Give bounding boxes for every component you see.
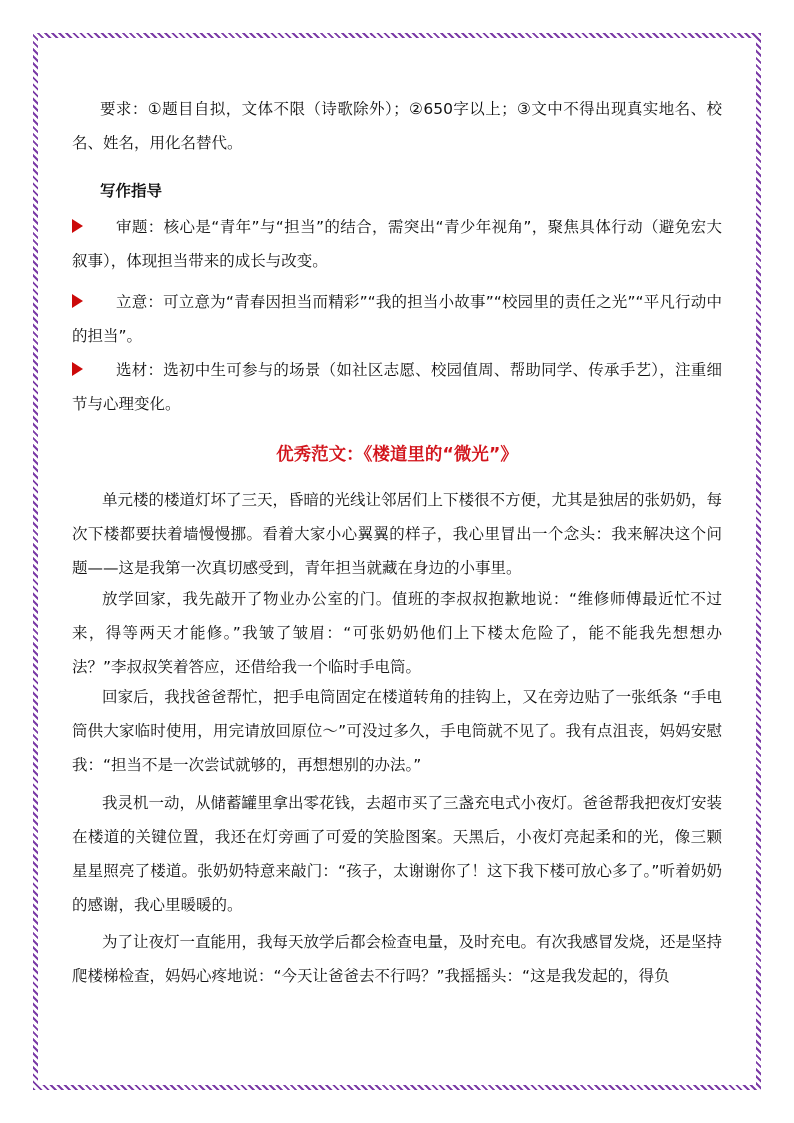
guide-heading: 写作指导 bbox=[100, 182, 163, 200]
essay-paragraph: 我灵机一动，从储蓄罐里拿出零花钱，去超市买了三盏充电式小夜灯。爸爸帮我把夜灯安装在楼道的关键位置，我还在灯旁画了可爱的笑脸图案。天黑后，小夜灯亮起柔和的光，像三颗星星照亮了楼道。张奶奶特意来敲门：“孩子，太谢谢你了！这下我下楼可放心多了。”听着奶奶的感谢，我心里暖暖的。 bbox=[72, 794, 723, 914]
triangle-bullet-icon bbox=[72, 362, 83, 376]
triangle-bullet-icon bbox=[72, 219, 83, 233]
essay-paragraph: 单元楼的楼道灯坏了三天，昏暗的光线让邻居们上下楼很不方便，尤其是独居的张奶奶，每次下楼都要扶着墙慢慢挪。看着大家小心翼翼的样子，我心里冒出一个念头：我来解决这个问题——这是我第一次真切感受到，青年担当就藏在身边的小事里。 bbox=[72, 491, 723, 577]
essay-paragraph: 回家后，我找爸爸帮忙，把手电筒固定在楼道转角的挂钩上，又在旁边贴了一张纸条 “手电筒供大家临时使用，用完请放回原位～”可没过多久，手电筒就不见了。我有点沮丧，妈妈安慰我：“担当不是一次尝试就够的，再想想别的办法。” bbox=[72, 688, 722, 774]
essay-paragraph: 为了让夜灯一直能用，我每天放学后都会检查电量，及时充电。有次我感冒发烧，还是坚持爬楼梯检查，妈妈心疼地说：“今天让爸爸去不行吗？”我摇摇头：“这是我发起的，得负 bbox=[72, 933, 723, 985]
essay-paragraph: 放学回家，我先敲开了物业办公室的门。值班的李叔叔抱歉地说：“维修师傅最近忙不过来，得等两天才能修。”我皱了皱眉：“可张奶奶他们上下楼太危险了，能不能我先想想办法？”李叔叔笑着答应，还借给我一个临时手电筒。 bbox=[72, 590, 722, 676]
guide-item: 选材：选初中生可参与的场景（如社区志愿、校园值周、帮助同学、传承手艺），注重细节与心理变化。 bbox=[72, 361, 722, 413]
requirements-text: 要求：①题目自拟，文体不限（诗歌除外）；②650字以上；③文中不得出现真实地名、校名、姓名，用化名替代。 bbox=[72, 100, 722, 152]
essay-title: 优秀范文：《楼道里的“微光”》 bbox=[276, 445, 518, 465]
guide-item: 立意：可立意为“青春因担当而精彩”“我的担当小故事”“校园里的责任之光”“平凡行动中的担当”。 bbox=[72, 293, 722, 345]
guide-item: 审题：核心是“青年”与“担当”的结合，需突出“青少年视角”，聚焦具体行动（避免宏大叙事），体现担当带来的成长与改变。 bbox=[72, 218, 722, 270]
triangle-bullet-icon bbox=[72, 294, 83, 308]
